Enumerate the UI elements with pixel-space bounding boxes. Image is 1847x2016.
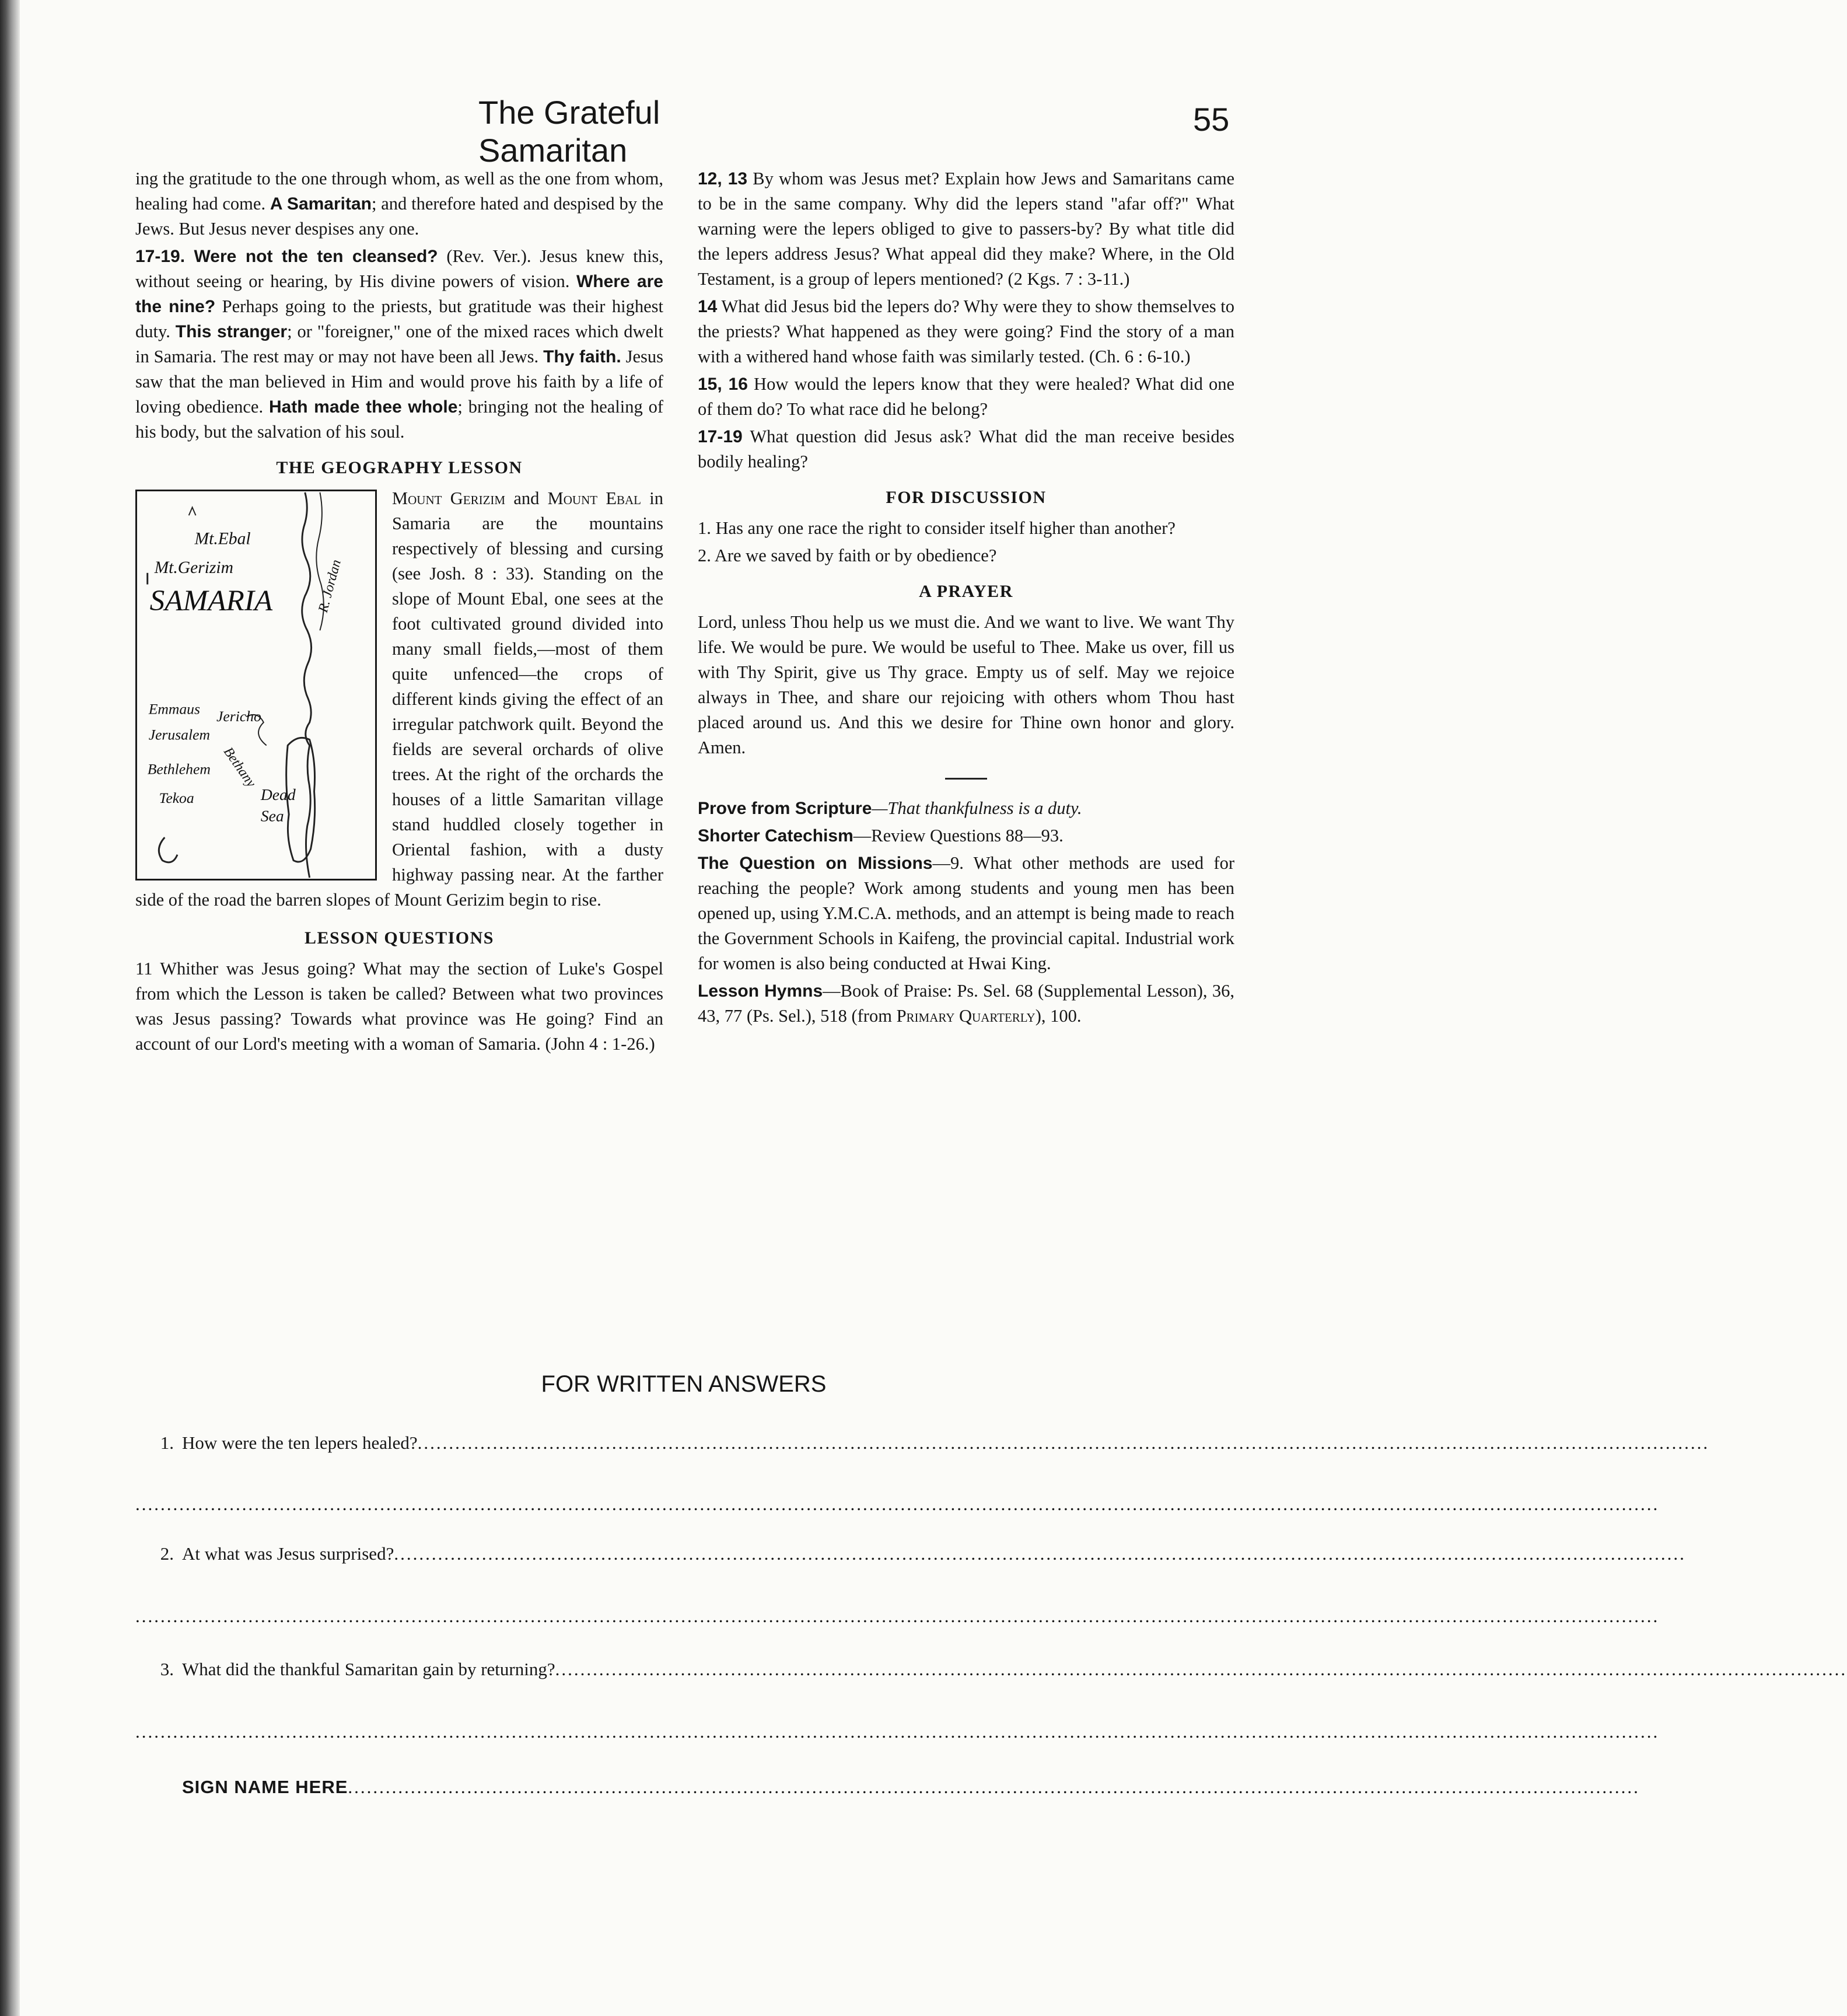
written-question-3: 3. What did the thankful Samaritan gain by returning? .............................................................................................................................................................................................................. [160,1659,1847,1679]
map-label-gerizim: Mt.Gerizim [154,558,233,577]
map-label-samaria: SAMARIA [149,584,273,617]
lesson-question-15-16: 15, 16 How would the lepers know that they were healed? What did one of them do? To what race did he belong? [698,374,1234,419]
scan-edge-shadow [0,0,20,2016]
commentary-paragraph-2: 17-19. Were not the ten cleansed? (Rev. Ver.). Jesus knew this, without seeing or hearing, by His divine powers of vision. Where are the nine? Perhaps going to the priests, but gratitude was their highest duty. This stranger; or "foreigner," one of the mixed races which dwelt in Samaria. The rest may or may not have been all Jews. Thy faith. Jesus saw that the man believed in Him and would prove his faith by a life of loving obedience. Hath made thee whole; bringing not the healing of his body, but the salvation of his soul. [135,246,663,442]
samaria-map [135,490,377,881]
lesson-question-14: 14 What did Jesus bid the lepers do? Why were they to show themselves to the priests? What happened as they were going? Find the story of a man with a withered hand whose faith was similarly tested. (Ch. 6 : 6-10.) [698,296,1234,366]
commentary-paragraph-1: ing the gratitude to the one through whom, as well as the one from whom, healing had come. A Samaritan; and therefore hated and despised by the Jews. But Jesus never despises any one. [135,169,664,239]
map-label-ebal: Mt.Ebal [194,529,251,548]
lesson-questions-heading: LESSON QUESTIONS [305,928,494,948]
map-label-sea: Sea [260,806,284,825]
lesson-hymns: Lesson Hymns—Book of Praise: Ps. Sel. 68 (Supplemental Lesson), 36, 43, 77 (Ps. Sel.), 518 (from Primary Quarterly), 100. [698,981,1234,1026]
written-question-2: 2. At what was Jesus surprised? .............................................................................................................................................................................................................. [160,1543,1686,1564]
discussion-item-2: 2. Are we saved by faith or by obedience? [698,546,997,565]
map-label-jericho: Jericho [216,708,261,725]
shorter-catechism: Shorter Catechism—Review Questions 88—93. [698,826,1064,845]
answer-line-2b[interactable]: ................................................................................................................................................................................................................................................... [135,1606,1660,1626]
answer-line-3a[interactable]: .............................................................................................................................................................................................................. [555,1659,1847,1679]
geography-heading: THE GEOGRAPHY LESSON [276,458,523,477]
answer-line-1a[interactable]: .............................................................................................................................................................................................................. [417,1432,1710,1453]
written-answers-heading: FOR WRITTEN ANSWERS [541,1371,827,1397]
answer-line-3b[interactable]: ................................................................................................................................................................................................................................................... [135,1721,1660,1742]
map-label-jordan: R. Jordan [315,558,344,614]
answer-line-2a[interactable]: .............................................................................................................................................................................................................. [394,1543,1686,1564]
map-label-tekoa: Tekoa [159,789,194,807]
map-label-emmaus: Emmaus [148,700,200,718]
mountain-marker-ebal [189,507,196,515]
prayer-heading: A PRAYER [919,582,1013,601]
map-drawing [137,491,375,879]
page-number: 55 [1193,101,1230,138]
prove-from-scripture: Prove from Scripture—That thankfulness is a duty. [698,798,1082,818]
sign-name-line[interactable]: .............................................................................................................................................................................................................. [348,1777,1640,1797]
lesson-question-11: 11 Whither was Jesus going? What may the section of Luke's Gospel from which the Lesson is taken be called? Between what two provinces was Jesus passing? Towards what province was He going? Find an account of our Lord's meeting with a woman of Samaria. (John 4 : 1-26.) [135,959,663,1054]
answer-line-1b[interactable]: ................................................................................................................................................................................................................................................... [135,1494,1660,1514]
lesson-question-17-19: 17-19 What question did Jesus ask? What did the man receive besides bodily healing? [698,427,1234,471]
sign-name-row [135,1777,1640,1798]
right-column [698,166,1234,1031]
left-column [135,166,663,1059]
prayer-text: Lord, unless Thou help us we must die. And we want to live. We want Thy life. We would be pure. We would be useful to Thee. Make us over, fill us with Thy Spirit, give us Thy grace. Empty us of self. May we rejoice always in Thee, and share our rejoicing with others whom Thou hast placed around us. And this we desire for Thine own honor and glory. Amen. [698,612,1234,757]
jordan-river-line [302,492,312,878]
map-label-jerusalem: Jerusalem [148,726,210,743]
question-on-missions: The Question on Missions—9. What other methods are used for reaching the people? Work among students and young men has been opened up, using Y.M.C.A. methods, and an attempt is being made to reach the Government Schools in Kaifeng, the provincial capital. Industrial work for women is also being conducted at Hwai King. [698,853,1234,973]
map-label-bethlehem: Bethlehem [147,760,211,778]
lesson-question-12-13: 12, 13 By whom was Jesus met? Explain how Jews and Samaritans came to be in the same company. Why did the lepers stand "afar off?" What warning were the lepers obliged to give to passers-by? By what title did the lepers address Jesus? What appeal did they make? Where, in the Old Testament, is a group of lepers mentioned? (2 Kgs. 7 : 3-11.) [698,169,1234,289]
geography-paragraph: Mount Gerizim and Mount Ebal in Samaria are the mountains respectively of blessing and cursing (see Josh. 8 : 33). Standing on the slope of Mount Ebal, one sees at the foot cultivated ground divided into many small fields,—most of them quite unfenced—the crops of different kinds giving the effect of an irregular patchwork quilt. Beyond the fields are several orchards of olive trees. At the right of the orchards the houses of a little Samaritan village stand huddled closely together in Oriental fashion, with a dusty highway passing near. At the farther side of the road the barren slopes of Mount Gerizim begin to rise. [135,488,663,910]
map-label-dead: Dead [260,785,296,804]
map-label-bethany: Bethany [220,744,259,791]
running-head-title: The Grateful Samaritan [478,94,660,169]
tekoa-road [159,837,177,862]
section-divider [945,778,987,780]
discussion-heading: FOR DISCUSSION [886,488,1047,507]
discussion-item-1: 1. Has any one race the right to consider itself higher than another? [698,518,1176,538]
sign-name-label: SIGN NAME HERE [182,1777,348,1797]
written-question-1: 1. How were the ten lepers healed? .............................................................................................................................................................................................................. [160,1432,1710,1453]
